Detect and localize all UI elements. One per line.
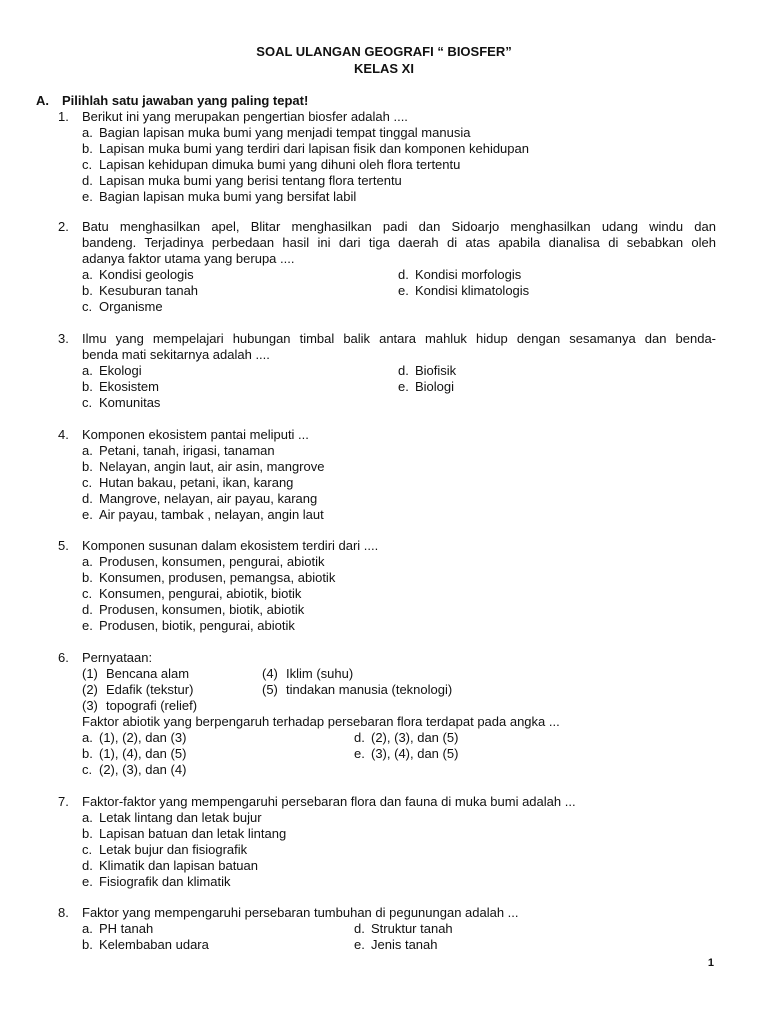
statement-4 <box>262 666 353 682</box>
option-letter: e. <box>354 937 365 952</box>
option-letter: c. <box>82 842 93 857</box>
option-letter: d. <box>82 858 93 873</box>
option-c <box>82 842 716 858</box>
section-label: A. <box>36 93 49 108</box>
option-letter: d. <box>398 267 409 282</box>
statement-label: (1) <box>82 666 98 681</box>
option-d <box>82 173 716 189</box>
option-a <box>82 554 716 570</box>
option-letter: d. <box>354 921 365 936</box>
option-letter: a. <box>82 554 93 569</box>
option-a <box>82 267 194 282</box>
statement-text: tindakan manusia (teknologi) <box>286 682 453 697</box>
option-letter: d. <box>354 730 365 745</box>
option-text: Ekologi <box>99 363 142 378</box>
option-letter: a. <box>82 363 93 378</box>
option-text: Produsen, konsumen, biotik, abiotik <box>99 602 305 617</box>
option-c <box>82 157 716 173</box>
option-letter: b. <box>82 379 93 394</box>
document-title: SOAL ULANGAN GEOGRAFI “ BIOSFER” <box>256 44 512 59</box>
option-e <box>82 507 716 523</box>
option-text: Kondisi morfologis <box>415 267 522 282</box>
option-letter: a. <box>82 125 93 140</box>
option-text: Air payau, tambak , nelayan, angin laut <box>99 507 324 522</box>
option-c <box>82 299 716 315</box>
option-c <box>82 762 716 778</box>
option-letter: b. <box>82 570 93 585</box>
option-b <box>82 141 716 157</box>
option-row <box>82 363 716 379</box>
question-text: adanya faktor utama yang berupa .... <box>82 251 295 266</box>
option-letter: e. <box>82 189 93 204</box>
option-letter: a. <box>82 810 93 825</box>
option-letter: a. <box>82 921 93 936</box>
statement-3 <box>82 698 716 714</box>
option-e <box>354 937 438 953</box>
option-text: Biologi <box>415 379 455 394</box>
question-number: 4. <box>58 427 69 442</box>
section-instruction: Pilihlah satu jawaban yang paling tepat! <box>62 93 309 108</box>
option-letter: d. <box>82 491 93 506</box>
option-d <box>398 267 521 283</box>
option-letter: b. <box>82 826 93 841</box>
option-text: Lapisan batuan dan letak lintang <box>99 826 287 841</box>
option-letter: e. <box>82 874 93 889</box>
option-d <box>354 730 458 746</box>
option-letter: d. <box>82 602 93 617</box>
statement-text: topografi (relief) <box>106 698 198 713</box>
option-text: Fisiografik dan klimatik <box>99 874 231 889</box>
option-letter: c. <box>82 475 93 490</box>
question-text: Pernyataan: <box>82 650 153 665</box>
question-7 <box>58 794 716 890</box>
option-text: Produsen, konsumen, pengurai, abiotik <box>99 554 325 569</box>
option-letter: b. <box>82 459 93 474</box>
question-number: 1. <box>58 109 69 124</box>
question-text: Faktor-faktor yang mempengaruhi persebaran flora dan fauna di muka bumi adalah ... <box>82 794 576 809</box>
option-b <box>82 379 159 394</box>
option-text: (2), (3), dan (4) <box>99 762 187 777</box>
option-row <box>82 746 716 762</box>
option-letter: c. <box>82 762 93 777</box>
option-text: Lapisan muka bumi yang terdiri dari lapisan fisik dan komponen kehidupan <box>99 141 529 156</box>
statement-text: Iklim (suhu) <box>286 666 354 681</box>
statement-label: (5) <box>262 682 278 697</box>
option-text: Petani, tanah, irigasi, tanaman <box>99 443 275 458</box>
option-letter: c. <box>82 586 93 601</box>
option-text: (1), (2), dan (3) <box>99 730 187 745</box>
question-2 <box>58 219 716 315</box>
option-d <box>82 602 716 618</box>
option-text: Kondisi geologis <box>99 267 194 282</box>
question-text: Batu menghasilkan apel, Blitar menghasilkan padi dan Sidoarjo menghasilkan udang windu dan <box>82 219 716 234</box>
option-text: Hutan bakau, petani, ikan, karang <box>99 475 294 490</box>
question-text: Komponen ekosistem pantai meliputi ... <box>82 427 309 442</box>
option-text: Kondisi klimatologis <box>415 283 530 298</box>
statement-label: (4) <box>262 666 278 681</box>
option-text: Ekosistem <box>99 379 159 394</box>
option-letter: e. <box>354 746 365 761</box>
question-1 <box>58 109 716 205</box>
option-d <box>82 858 716 874</box>
option-b <box>82 570 716 586</box>
option-row <box>82 921 716 937</box>
section-heading <box>36 93 308 108</box>
option-a <box>82 443 716 459</box>
question-8 <box>58 905 716 953</box>
option-letter: e. <box>398 379 409 394</box>
question-number: 2. <box>58 219 69 234</box>
option-text: Lapisan kehidupan dimuka bumi yang dihuni oleh flora tertentu <box>99 157 461 172</box>
option-letter: c. <box>82 157 93 172</box>
option-text: Biofisik <box>415 363 457 378</box>
option-letter: d. <box>398 363 409 378</box>
option-b <box>82 826 716 842</box>
option-letter: e. <box>82 618 93 633</box>
statement-text: Bencana alam <box>106 666 190 681</box>
statement-text: Edafik (tekstur) <box>106 682 194 697</box>
option-text: PH tanah <box>99 921 154 936</box>
option-text: (2), (3), dan (5) <box>371 730 459 745</box>
option-text: Konsumen, pengurai, abiotik, biotik <box>99 586 302 601</box>
question-5 <box>58 538 716 634</box>
option-text: Konsumen, produsen, pemangsa, abiotik <box>99 570 336 585</box>
question-number: 6. <box>58 650 69 665</box>
option-text: (1), (4), dan (5) <box>99 746 187 761</box>
option-b <box>82 283 198 298</box>
option-a <box>82 810 716 826</box>
option-d <box>398 363 456 379</box>
option-a <box>82 125 716 141</box>
option-c <box>82 586 716 602</box>
option-letter: a. <box>82 267 93 282</box>
question-text: Faktor yang mempengaruhi persebaran tumbuhan di pegunungan adalah ... <box>82 905 519 920</box>
statement-label: (2) <box>82 682 98 697</box>
option-row <box>82 267 716 283</box>
question-3 <box>58 331 716 411</box>
question-prompt: Faktor abiotik yang berpengaruh terhadap persebaran flora terdapat pada angka ... <box>82 714 560 729</box>
option-a <box>82 730 186 745</box>
question-text: benda mati sekitarnya adalah .... <box>82 347 270 362</box>
statement-1 <box>82 666 189 681</box>
option-row <box>82 379 716 395</box>
option-d <box>82 491 716 507</box>
option-letter: e. <box>398 283 409 298</box>
option-text: Kesuburan tanah <box>99 283 199 298</box>
option-text: Letak bujur dan fisiografik <box>99 842 248 857</box>
option-text: Komunitas <box>99 395 161 410</box>
question-4 <box>58 427 716 523</box>
option-d <box>354 921 453 937</box>
question-text: bandeng. Terjadinya perbedaan hasil ini dari tiga daerah di atas apabila dianalisa di sebabkan oleh <box>82 235 716 250</box>
option-text: Struktur tanah <box>371 921 453 936</box>
statement-5 <box>262 682 452 698</box>
option-e <box>354 746 458 762</box>
statement-row <box>82 666 716 682</box>
option-letter: c. <box>82 299 93 314</box>
question-text: Ilmu yang mempelajari hubungan timbal balik antara mahluk hidup dengan sesamanya dan benda- <box>82 331 716 346</box>
option-letter: e. <box>82 507 93 522</box>
option-text: Bagian lapisan muka bumi yang menjadi tempat tinggal manusia <box>99 125 471 140</box>
statement-label: (3) <box>82 698 98 713</box>
option-letter: d. <box>82 173 93 188</box>
option-row <box>82 283 716 299</box>
option-a <box>82 363 142 378</box>
option-e <box>82 874 716 890</box>
option-b <box>82 937 209 952</box>
statement-2 <box>82 682 193 697</box>
option-letter: b. <box>82 937 93 952</box>
option-e <box>398 283 529 299</box>
option-e <box>82 618 716 634</box>
option-text: Nelayan, angin laut, air asin, mangrove <box>99 459 325 474</box>
question-number: 3. <box>58 331 69 346</box>
question-number: 8. <box>58 905 69 920</box>
option-c <box>82 475 716 491</box>
option-b <box>82 746 186 761</box>
question-6 <box>58 650 716 778</box>
option-text: Produsen, biotik, pengurai, abiotik <box>99 618 295 633</box>
option-a <box>82 921 153 936</box>
question-text: Berikut ini yang merupakan pengertian biosfer adalah .... <box>82 109 408 124</box>
option-letter: b. <box>82 283 93 298</box>
option-e <box>398 379 454 395</box>
option-text: Lapisan muka bumi yang berisi tentang flora tertentu <box>99 173 402 188</box>
option-letter: c. <box>82 395 93 410</box>
option-e <box>82 189 716 205</box>
option-letter: a. <box>82 730 93 745</box>
option-text: Bagian lapisan muka bumi yang bersifat labil <box>99 189 357 204</box>
option-text: Jenis tanah <box>371 937 438 952</box>
page-number: 1 <box>707 957 714 969</box>
option-text: Organisme <box>99 299 163 314</box>
option-text: Letak lintang dan letak bujur <box>99 810 262 825</box>
statement-row <box>82 682 716 698</box>
option-letter: b. <box>82 141 93 156</box>
option-letter: a. <box>82 443 93 458</box>
document-subtitle: KELAS XI <box>354 61 414 76</box>
option-text: Mangrove, nelayan, air payau, karang <box>99 491 318 506</box>
question-number: 5. <box>58 538 69 553</box>
option-text: (3), (4), dan (5) <box>371 746 459 761</box>
option-text: Klimatik dan lapisan batuan <box>99 858 258 873</box>
question-text: Komponen susunan dalam ekosistem terdiri dari .... <box>82 538 379 553</box>
option-text: Kelembaban udara <box>99 937 209 952</box>
option-row <box>82 937 716 953</box>
option-b <box>82 459 716 475</box>
option-row <box>82 730 716 746</box>
option-letter: b. <box>82 746 93 761</box>
option-c <box>82 395 716 411</box>
question-number: 7. <box>58 794 69 809</box>
